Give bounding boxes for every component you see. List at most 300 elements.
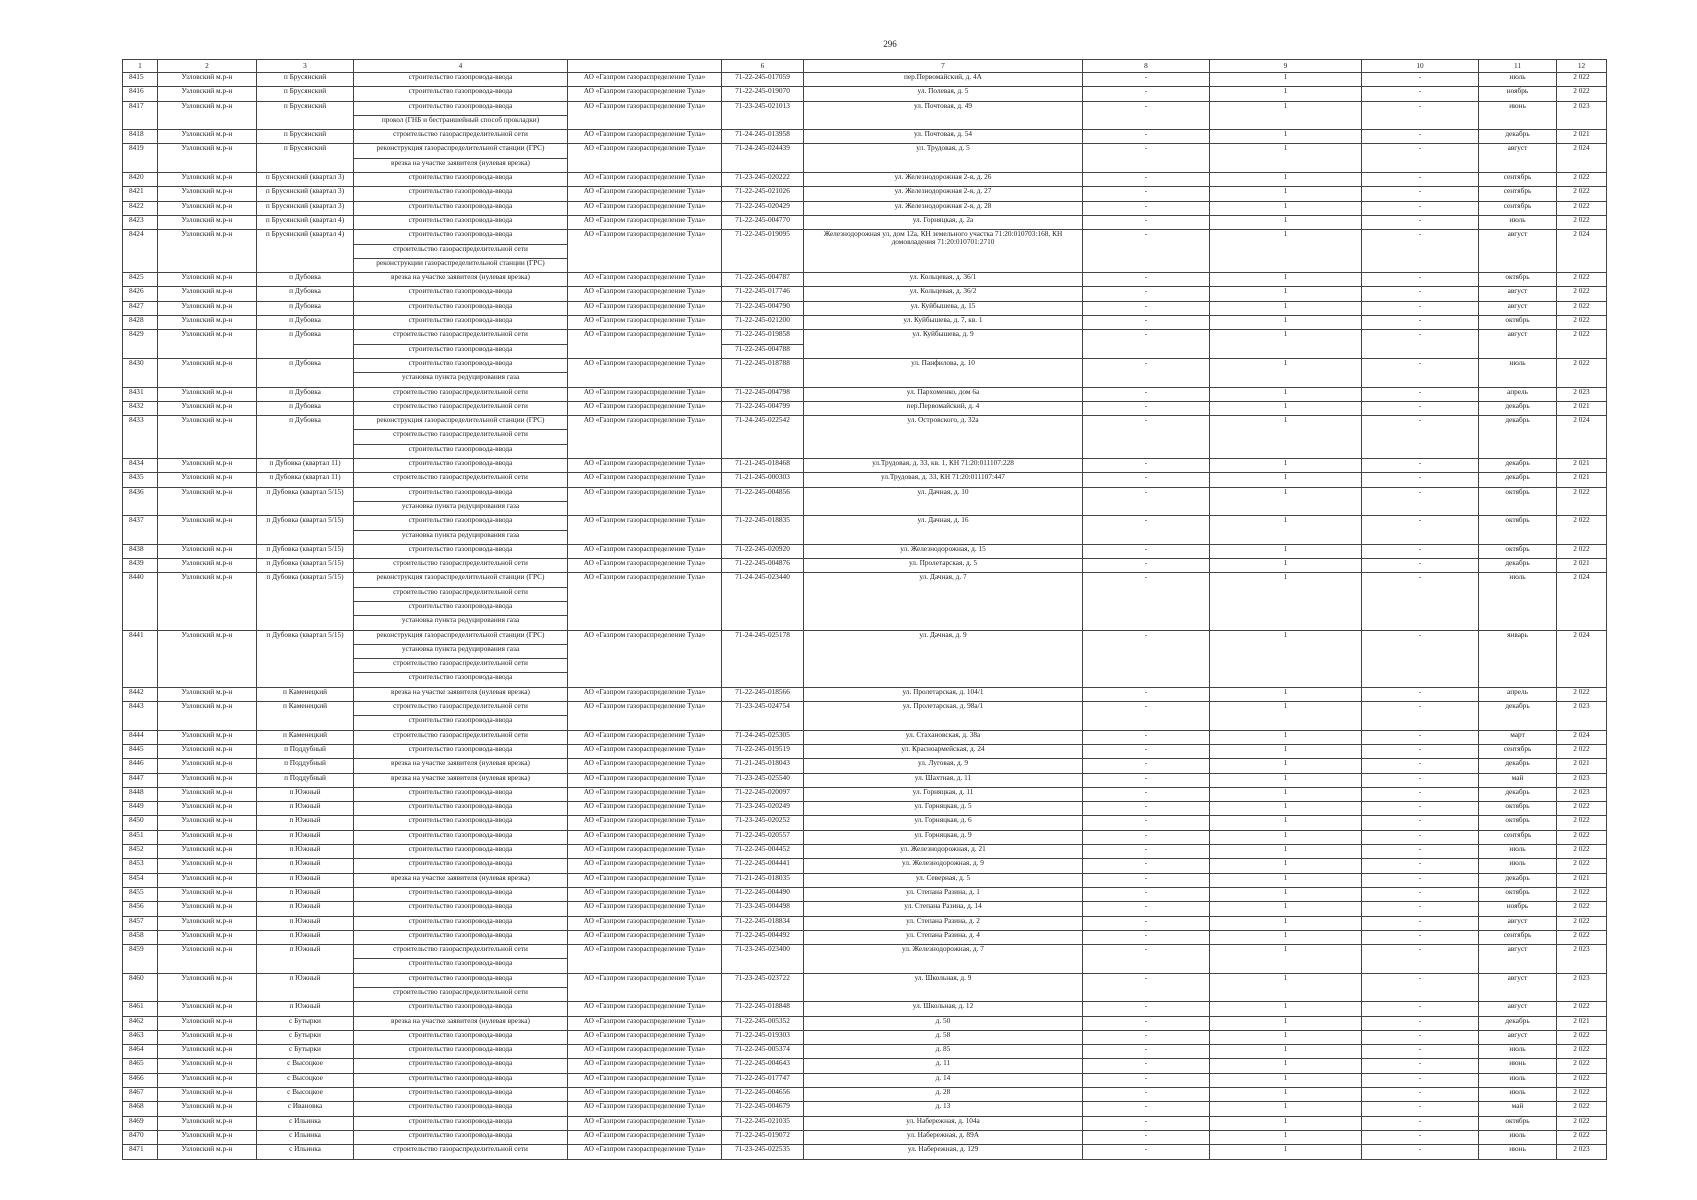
organization-cell: АО «Газпром газораспределение Тула» bbox=[568, 744, 722, 758]
contract-number-cell: 71-22-245-017747 bbox=[722, 1073, 804, 1087]
month-cell: июнь bbox=[1479, 101, 1557, 130]
contract-number-cell: 71-24-245-025178 bbox=[722, 630, 804, 687]
work-type-cell: строительство газопровода-ввода bbox=[354, 73, 568, 87]
district-cell: Узловский м.р-н bbox=[158, 759, 257, 773]
year-cell: 2 022 bbox=[1557, 1116, 1607, 1130]
column-header: 10 bbox=[1362, 60, 1479, 73]
work-type-cell: строительство газораспределительной сети bbox=[354, 244, 568, 258]
column-10-cell: - bbox=[1362, 816, 1479, 830]
work-type-cell: врезка на участке заявителя (нулевая врезка) bbox=[354, 873, 568, 887]
row-number: 8421 bbox=[123, 187, 158, 201]
row-number: 8438 bbox=[123, 544, 158, 558]
address-cell: ул. Полевая, д. 5 bbox=[804, 87, 1083, 101]
address-cell: пер.Первомайский, д. 4 bbox=[804, 401, 1083, 415]
column-header: 2 bbox=[158, 60, 257, 73]
settlement-cell: п Южный bbox=[257, 859, 354, 873]
column-10-cell: - bbox=[1362, 215, 1479, 229]
month-cell: март bbox=[1479, 730, 1557, 744]
quantity-cell: 1 bbox=[1210, 573, 1362, 630]
year-cell: 2 022 bbox=[1557, 845, 1607, 859]
organization-cell: АО «Газпром газораспределение Тула» bbox=[568, 173, 722, 187]
year-cell: 2 022 bbox=[1557, 816, 1607, 830]
table-row bbox=[123, 845, 1607, 859]
year-cell: 2 021 bbox=[1557, 473, 1607, 487]
contract-number-cell: 71-22-245-019095 bbox=[722, 230, 804, 273]
organization-cell: АО «Газпром газораспределение Тула» bbox=[568, 845, 722, 859]
year-cell: 2 022 bbox=[1557, 1102, 1607, 1116]
quantity-cell: 1 bbox=[1210, 630, 1362, 687]
column-10-cell: - bbox=[1362, 358, 1479, 387]
quantity-cell: 1 bbox=[1210, 201, 1362, 215]
address-cell: ул. Железнодорожная 2-я, д. 26 bbox=[804, 173, 1083, 187]
district-cell: Узловский м.р-н bbox=[158, 358, 257, 387]
column-8-cell: - bbox=[1083, 187, 1210, 201]
contract-number-cell: 71-23-245-021013 bbox=[722, 101, 804, 130]
column-8-cell: - bbox=[1083, 573, 1210, 630]
column-10-cell: - bbox=[1362, 1088, 1479, 1102]
column-8-cell: - bbox=[1083, 87, 1210, 101]
month-cell: декабрь bbox=[1479, 130, 1557, 144]
work-type-cell: строительство газопровода-ввода bbox=[354, 1130, 568, 1144]
district-cell: Узловский м.р-н bbox=[158, 1030, 257, 1044]
row-number: 8432 bbox=[123, 401, 158, 415]
quantity-cell: 1 bbox=[1210, 859, 1362, 873]
organization-cell: АО «Газпром газораспределение Тула» bbox=[568, 773, 722, 787]
contract-number-cell: 71-22-245-020920 bbox=[722, 544, 804, 558]
row-number: 8429 bbox=[123, 330, 158, 359]
column-10-cell: - bbox=[1362, 144, 1479, 173]
row-number: 8435 bbox=[123, 473, 158, 487]
quantity-cell: 1 bbox=[1210, 916, 1362, 930]
settlement-cell: п Поддубный bbox=[257, 759, 354, 773]
column-10-cell: - bbox=[1362, 687, 1479, 701]
year-cell: 2 022 bbox=[1557, 301, 1607, 315]
quantity-cell: 1 bbox=[1210, 945, 1362, 974]
column-10-cell: - bbox=[1362, 301, 1479, 315]
settlement-cell: п Дубовка bbox=[257, 316, 354, 330]
district-cell: Узловский м.р-н bbox=[158, 916, 257, 930]
quantity-cell: 1 bbox=[1210, 187, 1362, 201]
organization-cell: АО «Газпром газораспределение Тула» bbox=[568, 459, 722, 473]
settlement-cell: п Каменецкий bbox=[257, 730, 354, 744]
table-row bbox=[123, 130, 1607, 144]
district-cell: Узловский м.р-н bbox=[158, 130, 257, 144]
work-type-cell: врезка на участке заявителя (нулевая врезка) bbox=[354, 759, 568, 773]
contract-number-cell: 71-23-245-004498 bbox=[722, 902, 804, 916]
address-cell: ул. Горняцкая, д. 2а bbox=[804, 215, 1083, 229]
column-8-cell: - bbox=[1083, 1102, 1210, 1116]
district-cell: Узловский м.р-н bbox=[158, 230, 257, 273]
settlement-cell: п Каменецкий bbox=[257, 702, 354, 731]
organization-cell: АО «Газпром газораспределение Тула» bbox=[568, 316, 722, 330]
column-8-cell: - bbox=[1083, 316, 1210, 330]
month-cell: декабрь bbox=[1479, 787, 1557, 801]
work-type-cell: строительство газораспределительной сети bbox=[354, 330, 568, 344]
month-cell: июль bbox=[1479, 1130, 1557, 1144]
address-cell: пер.Первомайский, д. 4А bbox=[804, 73, 1083, 87]
table-row bbox=[123, 559, 1607, 573]
column-10-cell: - bbox=[1362, 1116, 1479, 1130]
work-type-cell: строительство газораспределительной сети bbox=[354, 659, 568, 673]
row-number: 8470 bbox=[123, 1130, 158, 1144]
column-10-cell: - bbox=[1362, 830, 1479, 844]
column-10-cell: - bbox=[1362, 1030, 1479, 1044]
column-10-cell: - bbox=[1362, 873, 1479, 887]
contract-number-cell: 71-22-245-020557 bbox=[722, 830, 804, 844]
column-10-cell: - bbox=[1362, 945, 1479, 974]
table-row bbox=[123, 1073, 1607, 1087]
contract-number-cell: 71-23-245-023722 bbox=[722, 973, 804, 1002]
column-8-cell: - bbox=[1083, 845, 1210, 859]
district-cell: Узловский м.р-н bbox=[158, 1088, 257, 1102]
column-10-cell: - bbox=[1362, 401, 1479, 415]
column-8-cell: - bbox=[1083, 930, 1210, 944]
settlement-cell: п Дубовка bbox=[257, 301, 354, 315]
year-cell: 2 022 bbox=[1557, 358, 1607, 387]
work-type-cell: строительство газопровода-ввода bbox=[354, 1116, 568, 1130]
column-header: 3 bbox=[257, 60, 354, 73]
contract-number-cell: 71-22-245-021200 bbox=[722, 316, 804, 330]
month-cell: август bbox=[1479, 287, 1557, 301]
work-type-cell: строительство газопровода-ввода bbox=[354, 973, 568, 987]
settlement-cell: с Высоцкое bbox=[257, 1088, 354, 1102]
district-cell: Узловский м.р-н bbox=[158, 173, 257, 187]
column-8-cell: - bbox=[1083, 287, 1210, 301]
district-cell: Узловский м.р-н bbox=[158, 1045, 257, 1059]
month-cell: август bbox=[1479, 1030, 1557, 1044]
work-type-cell: установка пункта редуцирования газа bbox=[354, 373, 568, 387]
quantity-cell: 1 bbox=[1210, 1088, 1362, 1102]
row-number: 8443 bbox=[123, 702, 158, 731]
table-row bbox=[123, 273, 1607, 287]
work-type-cell: строительство газопровода-ввода bbox=[354, 487, 568, 501]
settlement-cell: с Ильинка bbox=[257, 1116, 354, 1130]
quantity-cell: 1 bbox=[1210, 930, 1362, 944]
quantity-cell: 1 bbox=[1210, 787, 1362, 801]
table-row bbox=[123, 316, 1607, 330]
contract-number-cell: 71-22-245-018788 bbox=[722, 358, 804, 387]
month-cell: октябрь bbox=[1479, 816, 1557, 830]
work-type-cell: строительство газопровода-ввода bbox=[354, 1102, 568, 1116]
column-10-cell: - bbox=[1362, 973, 1479, 1002]
address-cell: ул. Пролетарская, д. 5 bbox=[804, 559, 1083, 573]
work-type-cell: установка пункта редуцирования газа bbox=[354, 644, 568, 658]
district-cell: Узловский м.р-н bbox=[158, 973, 257, 1002]
year-cell: 2 024 bbox=[1557, 573, 1607, 630]
organization-cell: АО «Газпром газораспределение Тула» bbox=[568, 902, 722, 916]
row-number: 8442 bbox=[123, 687, 158, 701]
contract-number-cell: 71-24-245-025305 bbox=[722, 730, 804, 744]
column-8-cell: - bbox=[1083, 559, 1210, 573]
district-cell: Узловский м.р-н bbox=[158, 802, 257, 816]
year-cell: 2 022 bbox=[1557, 902, 1607, 916]
address-cell: ул. Луговая, д. 9 bbox=[804, 759, 1083, 773]
table-row bbox=[123, 1059, 1607, 1073]
work-type-cell: строительство газораспределительной сети bbox=[354, 130, 568, 144]
column-10-cell: - bbox=[1362, 1102, 1479, 1116]
quantity-cell: 1 bbox=[1210, 702, 1362, 731]
table-row bbox=[123, 702, 1607, 716]
contract-number-cell: 71-22-245-020097 bbox=[722, 787, 804, 801]
organization-cell: АО «Газпром газораспределение Тула» bbox=[568, 630, 722, 687]
contract-number-cell: 71-22-245-018835 bbox=[722, 516, 804, 545]
header-row bbox=[123, 60, 1607, 73]
year-cell: 2 024 bbox=[1557, 630, 1607, 687]
table-row bbox=[123, 573, 1607, 587]
work-type-cell: реконструкция газораспределительной станции (ГРС) bbox=[354, 416, 568, 430]
organization-cell: АО «Газпром газораспределение Тула» bbox=[568, 702, 722, 731]
address-cell: ул. Дачная, д. 9 bbox=[804, 630, 1083, 687]
column-8-cell: - bbox=[1083, 487, 1210, 516]
column-10-cell: - bbox=[1362, 759, 1479, 773]
year-cell: 2 023 bbox=[1557, 973, 1607, 1002]
contract-number-cell: 71-22-245-005374 bbox=[722, 1045, 804, 1059]
work-type-cell: строительство газопровода-ввода bbox=[354, 301, 568, 315]
row-number: 8461 bbox=[123, 1002, 158, 1016]
work-type-cell: строительство газопровода-ввода bbox=[354, 845, 568, 859]
work-type-cell: строительство газораспределительной сети bbox=[354, 473, 568, 487]
settlement-cell: п Брусянский bbox=[257, 87, 354, 101]
row-number: 8424 bbox=[123, 230, 158, 273]
column-10-cell: - bbox=[1362, 1145, 1479, 1159]
settlement-cell: п Южный bbox=[257, 1002, 354, 1016]
table-row bbox=[123, 873, 1607, 887]
month-cell: август bbox=[1479, 945, 1557, 974]
address-cell: д. 14 bbox=[804, 1073, 1083, 1087]
contract-number-cell: 71-21-245-000303 bbox=[722, 473, 804, 487]
organization-cell: АО «Газпром газораспределение Тула» bbox=[568, 1016, 722, 1030]
column-10-cell: - bbox=[1362, 787, 1479, 801]
work-type-cell: врезка на участке заявителя (нулевая врезка) bbox=[354, 1016, 568, 1030]
quantity-cell: 1 bbox=[1210, 516, 1362, 545]
quantity-cell: 1 bbox=[1210, 559, 1362, 573]
month-cell: сентябрь bbox=[1479, 187, 1557, 201]
address-cell: ул. Стахановская, д. 38а bbox=[804, 730, 1083, 744]
row-number: 8448 bbox=[123, 787, 158, 801]
quantity-cell: 1 bbox=[1210, 1102, 1362, 1116]
column-8-cell: - bbox=[1083, 873, 1210, 887]
work-type-cell: строительство газораспределительной сети bbox=[354, 387, 568, 401]
contract-number-cell: 71-23-245-020249 bbox=[722, 802, 804, 816]
organization-cell: АО «Газпром газораспределение Тула» bbox=[568, 1088, 722, 1102]
year-cell: 2 022 bbox=[1557, 1073, 1607, 1087]
month-cell: сентябрь bbox=[1479, 201, 1557, 215]
column-8-cell: - bbox=[1083, 816, 1210, 830]
year-cell: 2 023 bbox=[1557, 945, 1607, 974]
contract-number-cell: 71-22-245-019858 bbox=[722, 330, 804, 344]
contract-number-cell: 71-22-245-018566 bbox=[722, 687, 804, 701]
organization-cell: АО «Газпром газораспределение Тула» bbox=[568, 1002, 722, 1016]
address-cell: ул. Степана Разина, д. 4 bbox=[804, 930, 1083, 944]
column-8-cell: - bbox=[1083, 1073, 1210, 1087]
quantity-cell: 1 bbox=[1210, 744, 1362, 758]
row-number: 8468 bbox=[123, 1102, 158, 1116]
table-row bbox=[123, 330, 1607, 344]
column-8-cell: - bbox=[1083, 859, 1210, 873]
table-row bbox=[123, 544, 1607, 558]
table-row bbox=[123, 945, 1607, 959]
year-cell: 2 023 bbox=[1557, 101, 1607, 130]
row-number: 8464 bbox=[123, 1045, 158, 1059]
district-cell: Узловский м.р-н bbox=[158, 1145, 257, 1159]
organization-cell: АО «Газпром газораспределение Тула» bbox=[568, 287, 722, 301]
contract-number-cell: 71-23-245-024754 bbox=[722, 702, 804, 731]
table-row bbox=[123, 630, 1607, 644]
column-10-cell: - bbox=[1362, 87, 1479, 101]
month-cell: июль bbox=[1479, 1045, 1557, 1059]
contract-number-cell: 71-22-245-021026 bbox=[722, 187, 804, 201]
row-number: 8447 bbox=[123, 773, 158, 787]
table-row bbox=[123, 687, 1607, 701]
organization-cell: АО «Газпром газораспределение Тула» bbox=[568, 87, 722, 101]
month-cell: декабрь bbox=[1479, 401, 1557, 415]
month-cell: октябрь bbox=[1479, 802, 1557, 816]
quantity-cell: 1 bbox=[1210, 487, 1362, 516]
row-number: 8427 bbox=[123, 301, 158, 315]
work-type-cell: строительство газораспределительной сети bbox=[354, 430, 568, 444]
settlement-cell: п Южный bbox=[257, 816, 354, 830]
organization-cell: АО «Газпром газораспределение Тула» bbox=[568, 273, 722, 287]
district-cell: Узловский м.р-н bbox=[158, 416, 257, 459]
work-type-cell: реконструкция газораспределительной станции (ГРС) bbox=[354, 573, 568, 587]
column-8-cell: - bbox=[1083, 1030, 1210, 1044]
column-8-cell: - bbox=[1083, 358, 1210, 387]
district-cell: Узловский м.р-н bbox=[158, 215, 257, 229]
month-cell: сентябрь bbox=[1479, 930, 1557, 944]
month-cell: октябрь bbox=[1479, 1116, 1557, 1130]
row-number: 8462 bbox=[123, 1016, 158, 1030]
settlement-cell: п Южный bbox=[257, 902, 354, 916]
organization-cell: АО «Газпром газораспределение Тула» bbox=[568, 130, 722, 144]
table-row bbox=[123, 215, 1607, 229]
row-number: 8467 bbox=[123, 1088, 158, 1102]
row-number: 8431 bbox=[123, 387, 158, 401]
contract-number-cell: 71-23-245-023400 bbox=[722, 945, 804, 974]
year-cell: 2 022 bbox=[1557, 1130, 1607, 1144]
quantity-cell: 1 bbox=[1210, 130, 1362, 144]
column-10-cell: - bbox=[1362, 1130, 1479, 1144]
organization-cell: АО «Газпром газораспределение Тула» bbox=[568, 930, 722, 944]
column-header: 8 bbox=[1083, 60, 1210, 73]
row-number: 8471 bbox=[123, 1145, 158, 1159]
column-8-cell: - bbox=[1083, 1088, 1210, 1102]
organization-cell: АО «Газпром газораспределение Тула» bbox=[568, 1116, 722, 1130]
year-cell: 2 022 bbox=[1557, 73, 1607, 87]
settlement-cell: с Высоцкое bbox=[257, 1059, 354, 1073]
row-number: 8415 bbox=[123, 73, 158, 87]
table-row bbox=[123, 1116, 1607, 1130]
column-10-cell: - bbox=[1362, 287, 1479, 301]
settlement-cell: с Ивановка bbox=[257, 1102, 354, 1116]
row-number: 8460 bbox=[123, 973, 158, 1002]
row-number: 8444 bbox=[123, 730, 158, 744]
table-row bbox=[123, 416, 1607, 430]
address-cell: ул. Красноармейская, д. 24 bbox=[804, 744, 1083, 758]
address-cell: ул. Школьная, д. 12 bbox=[804, 1002, 1083, 1016]
column-8-cell: - bbox=[1083, 1145, 1210, 1159]
address-cell: ул. Степана Разина, д. 14 bbox=[804, 902, 1083, 916]
month-cell: август bbox=[1479, 230, 1557, 273]
address-cell: ул. Набережная, д. 89А bbox=[804, 1130, 1083, 1144]
column-8-cell: - bbox=[1083, 945, 1210, 974]
work-type-cell: строительство газораспределительной сети bbox=[354, 730, 568, 744]
district-cell: Узловский м.р-н bbox=[158, 387, 257, 401]
year-cell: 2 022 bbox=[1557, 930, 1607, 944]
row-number: 8422 bbox=[123, 201, 158, 215]
quantity-cell: 1 bbox=[1210, 144, 1362, 173]
contract-number-cell: 71-24-245-024439 bbox=[722, 144, 804, 173]
organization-cell: АО «Газпром газораспределение Тула» bbox=[568, 1045, 722, 1059]
table-row bbox=[123, 487, 1607, 501]
month-cell: июль bbox=[1479, 215, 1557, 229]
column-10-cell: - bbox=[1362, 230, 1479, 273]
contract-number-cell: 71-22-245-019070 bbox=[722, 87, 804, 101]
quantity-cell: 1 bbox=[1210, 845, 1362, 859]
table-row bbox=[123, 887, 1607, 901]
district-cell: Узловский м.р-н bbox=[158, 1016, 257, 1030]
address-cell: ул. Набережная, д. 129 bbox=[804, 1145, 1083, 1159]
contract-number-cell: 71-24-245-023440 bbox=[722, 573, 804, 630]
address-cell: ул. Пархоменко, дом 6а bbox=[804, 387, 1083, 401]
column-8-cell: - bbox=[1083, 459, 1210, 473]
year-cell: 2 023 bbox=[1557, 702, 1607, 731]
work-type-cell: строительство газопровода-ввода bbox=[354, 1002, 568, 1016]
year-cell: 2 022 bbox=[1557, 316, 1607, 330]
district-cell: Узловский м.р-н bbox=[158, 473, 257, 487]
table-row bbox=[123, 301, 1607, 315]
table-row bbox=[123, 473, 1607, 487]
year-cell: 2 024 bbox=[1557, 144, 1607, 173]
table-row bbox=[123, 1102, 1607, 1116]
work-type-cell: строительство газопровода-ввода bbox=[354, 916, 568, 930]
column-8-cell: - bbox=[1083, 902, 1210, 916]
organization-cell: АО «Газпром газораспределение Тула» bbox=[568, 687, 722, 701]
contract-number-cell: 71-22-245-004856 bbox=[722, 487, 804, 516]
month-cell: июнь bbox=[1479, 1059, 1557, 1073]
month-cell: сентябрь bbox=[1479, 830, 1557, 844]
column-10-cell: - bbox=[1362, 773, 1479, 787]
work-type-cell: строительство газопровода-ввода bbox=[354, 230, 568, 244]
table-row bbox=[123, 1088, 1607, 1102]
column-8-cell: - bbox=[1083, 630, 1210, 687]
settlement-cell: п Брусянский bbox=[257, 144, 354, 173]
month-cell: октябрь bbox=[1479, 316, 1557, 330]
settlement-cell: п Южный bbox=[257, 930, 354, 944]
year-cell: 2 023 bbox=[1557, 787, 1607, 801]
row-number: 8455 bbox=[123, 887, 158, 901]
work-type-cell: строительство газопровода-ввода bbox=[354, 358, 568, 372]
month-cell: декабрь bbox=[1479, 416, 1557, 459]
page-number: 296 bbox=[883, 39, 897, 49]
address-cell: ул. Железнодорожная, д. 21 bbox=[804, 845, 1083, 859]
table-row bbox=[123, 744, 1607, 758]
year-cell: 2 021 bbox=[1557, 1016, 1607, 1030]
year-cell: 2 022 bbox=[1557, 187, 1607, 201]
district-cell: Узловский м.р-н bbox=[158, 830, 257, 844]
work-type-cell: строительство газопровода-ввода bbox=[354, 215, 568, 229]
settlement-cell: п Брусянский (квартал 3) bbox=[257, 201, 354, 215]
column-8-cell: - bbox=[1083, 173, 1210, 187]
address-cell: ул. Дачная, д. 16 bbox=[804, 516, 1083, 545]
quantity-cell: 1 bbox=[1210, 473, 1362, 487]
year-cell: 2 022 bbox=[1557, 1002, 1607, 1016]
work-type-cell: строительство газопровода-ввода bbox=[354, 287, 568, 301]
contract-number-cell: 71-21-245-018043 bbox=[722, 759, 804, 773]
work-type-cell: строительство газопровода-ввода bbox=[354, 87, 568, 101]
table-row bbox=[123, 730, 1607, 744]
settlement-cell: с Бутырки bbox=[257, 1045, 354, 1059]
organization-cell: АО «Газпром газораспределение Тула» bbox=[568, 759, 722, 773]
